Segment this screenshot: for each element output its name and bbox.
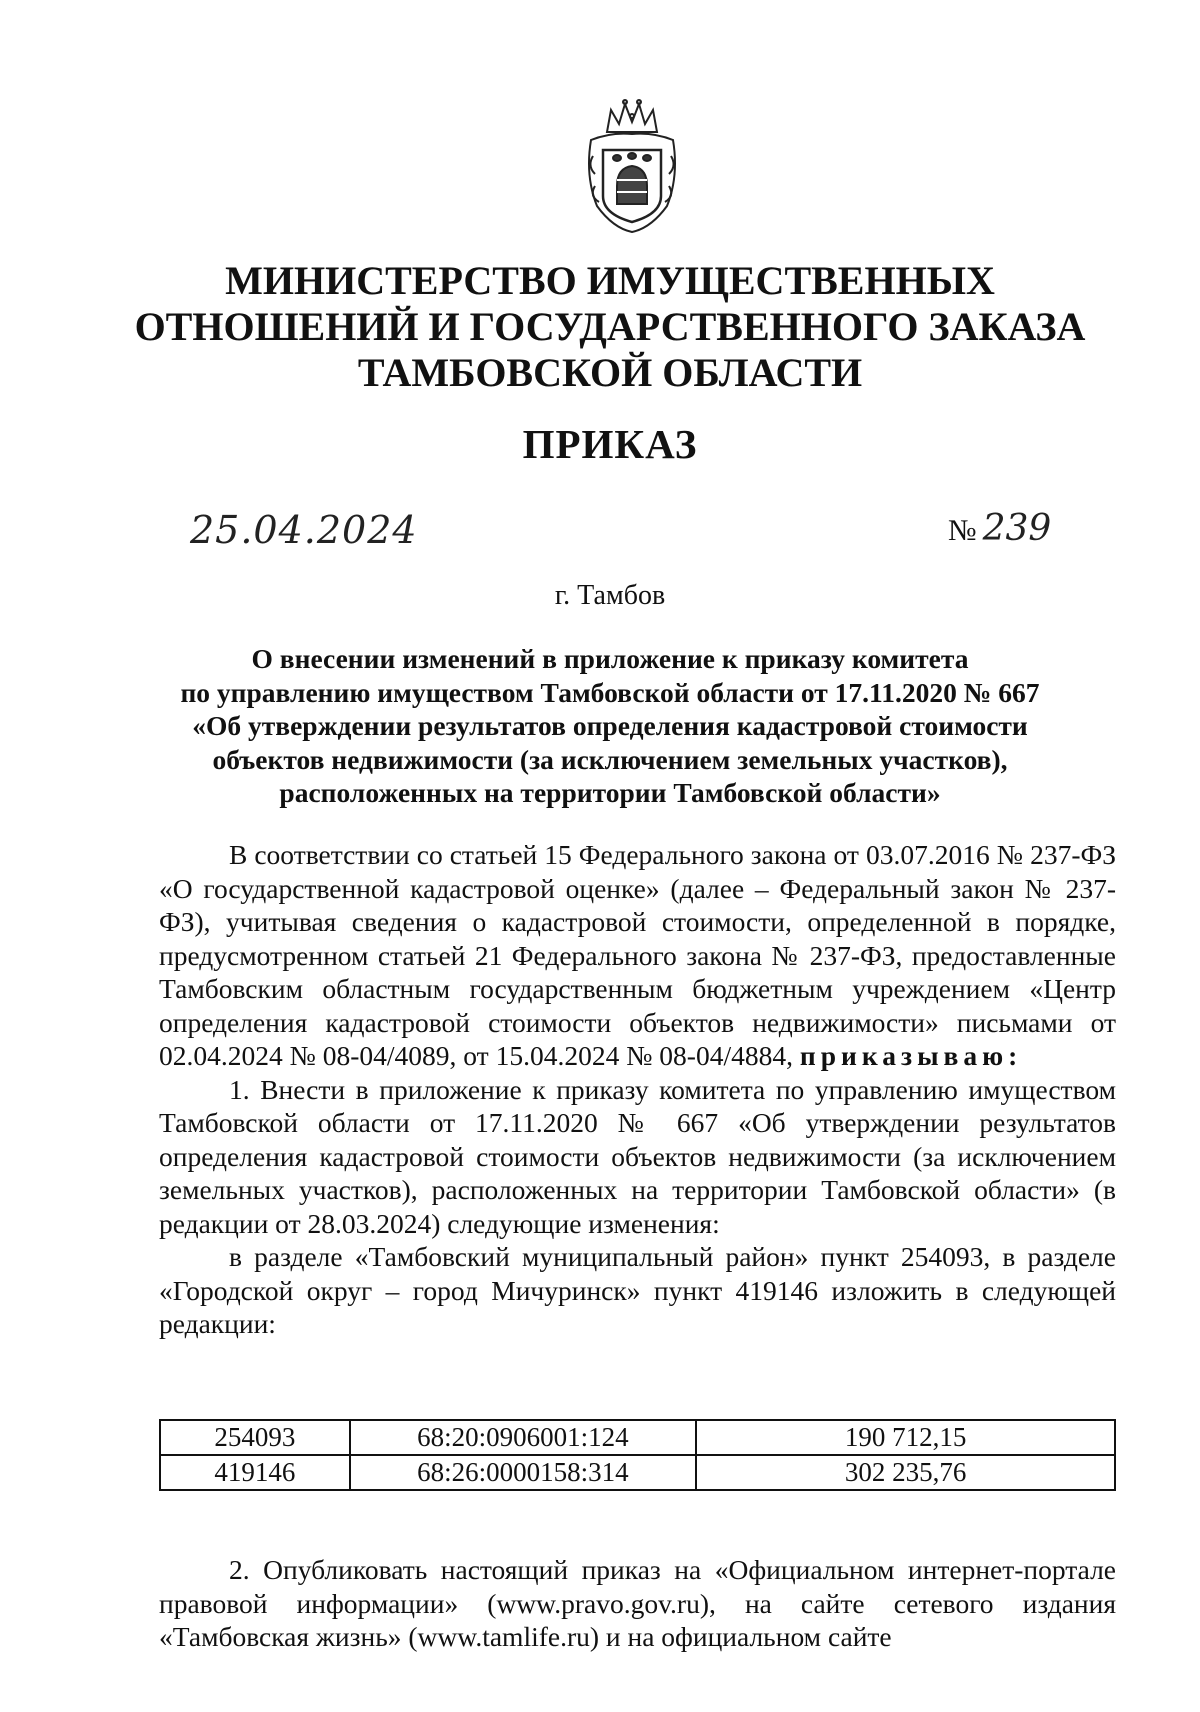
subject-line-4: объектов недвижимости (за исключением земельных участков),	[212, 743, 1008, 775]
document-body-continued	[159, 1553, 1116, 1654]
subject-line-1: О внесении изменений в приложение к приказу комитета	[251, 643, 969, 674]
table-cell-item-number: 254093	[160, 1420, 350, 1455]
number-sign: №	[948, 514, 977, 547]
ministry-line-2: ОТНОШЕНИЙ И ГОСУДАРСТВЕННОГО ЗАКАЗА	[134, 304, 1086, 349]
subject-line-3: «Об утверждении результатов определения кадастровой стоимости	[192, 710, 1028, 741]
table-cell-item-number: 419146	[160, 1455, 350, 1490]
ministry-line-3: ТАМБОВСКОЙ ОБЛАСТИ	[357, 350, 863, 395]
table-cell-cadastral-value: 190 712,15	[696, 1420, 1115, 1455]
table-row	[160, 1420, 1115, 1455]
document-type: ПРИКАЗ	[522, 421, 698, 467]
order-number	[948, 508, 1051, 549]
preamble-paragraph	[159, 838, 1116, 1073]
order-word: приказываю:	[799, 1040, 1023, 1071]
document-subject	[130, 642, 1090, 810]
number-value: 239	[982, 508, 1052, 549]
tambov-coat-of-arms-icon	[577, 96, 687, 234]
table-cell-cadastral-value: 302 235,76	[696, 1455, 1115, 1490]
subject-line-5: расположенных на территории Тамбовской области»	[279, 777, 941, 808]
item-2-paragraph: 2. Опубликовать настоящий приказ на «Официальном интернет-портале правовой информации» (www.pravo.gov.ru), на сайте сетевого издания «Тамбовская жизнь» (www.tamlife.ru) и на официальном сайте	[159, 1554, 1116, 1652]
table-row	[160, 1455, 1115, 1490]
document-body	[159, 838, 1116, 1341]
subject-line-2: по управлению имуществом Тамбовской области от 17.11.2020 № 667	[180, 676, 1040, 708]
preamble-text: В соответствии со статьей 15 Федерального закона от 03.07.2016 № 237-ФЗ «О государственной кадастровой оценке» (далее – Федеральный закон № 237-ФЗ), учитывая сведения о кадастровой стоимости, определенной в порядке, предусмотренном статьей 21 Федерального закона № 237-ФЗ, предоставленные Тамбовским областным государственным бюджетным учреждением «Центр определения кадастровой стоимости объектов недвижимости» письмами от 02.04.2024 № 08-04/4089, от 15.04.2024 № 08-04/4884,	[159, 839, 1116, 1071]
ministry-name	[130, 258, 1090, 396]
item-1-paragraph: 1. Внести в приложение к приказу комитета по управлению имуществом Тамбовской области от 17.11.2020 № 667 «Об утверждении результатов определения кадастровой стоимости объектов недвижимости (за исключением земельных участков), расположенных на территории Тамбовской области» (в редакции от 28.03.2024) следующие изменения:	[159, 1073, 1116, 1239]
ministry-line-1: МИНИСТЕРСТВО ИМУЩЕСТВЕННЫХ	[225, 258, 995, 303]
item-1-detail-paragraph: в разделе «Тамбовский муниципальный район» пункт 254093, в разделе «Городской округ – город Мичуринск» пункт 419146 изложить в следующей редакции:	[159, 1241, 1116, 1339]
table-cell-cadastral-number: 68:26:0000158:314	[350, 1455, 697, 1490]
table-cell-cadastral-number: 68:20:0906001:124	[350, 1420, 697, 1455]
order-date: 25.04.2024	[190, 508, 418, 552]
city: г. Тамбов	[554, 580, 666, 611]
cadastral-table	[159, 1419, 1116, 1491]
